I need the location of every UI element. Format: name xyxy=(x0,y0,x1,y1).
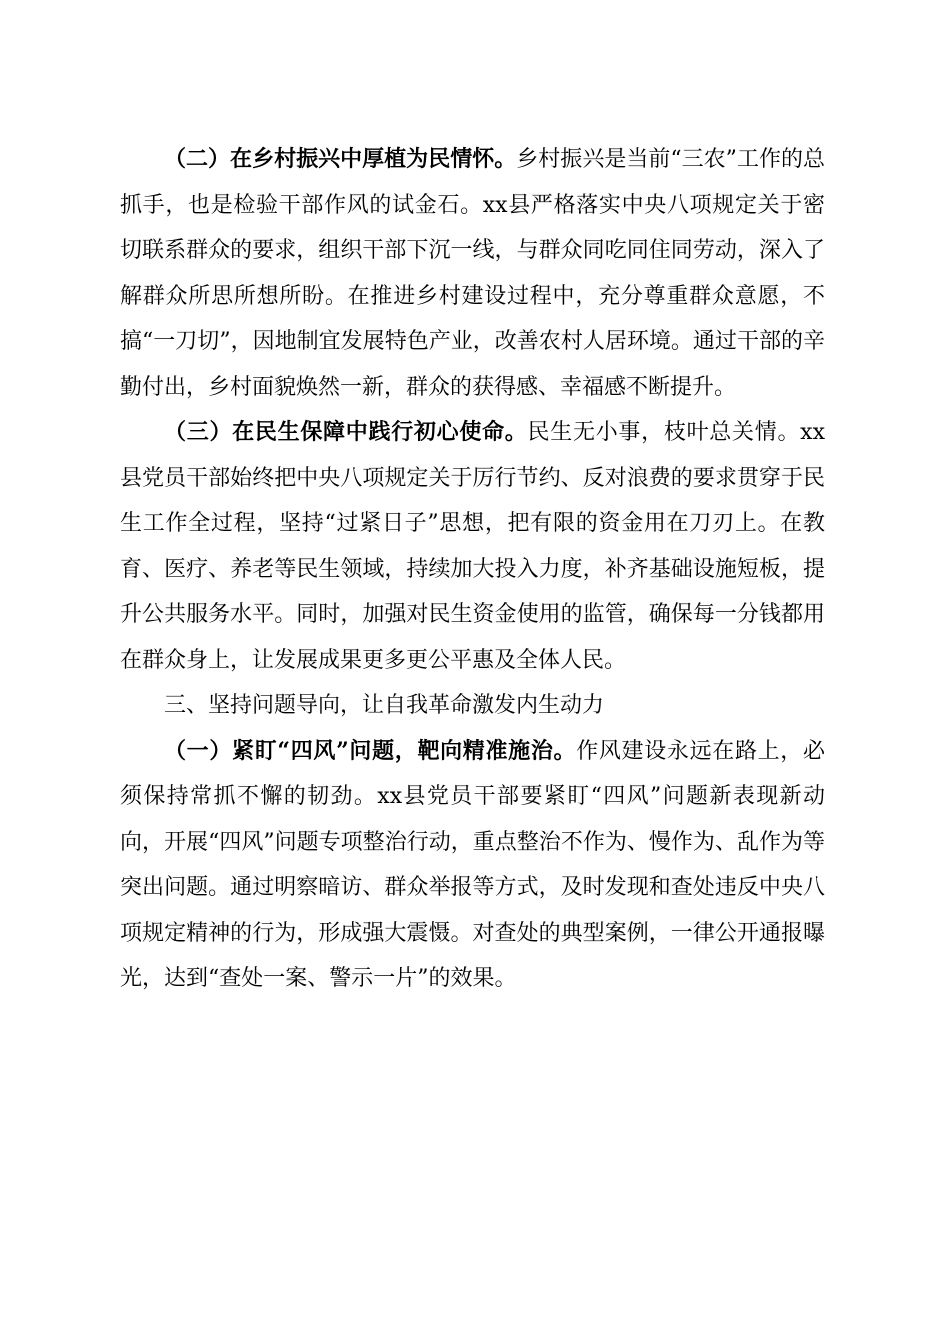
paragraph-lead: （二）在乡村振兴中厚植为民情怀。 xyxy=(164,146,517,172)
paragraph-text: 民生无小事，枝叶总关情。xx县党员干部始终把中央八项规定关于厉行节约、反对浪费的要求贯穿于民生工作全过程，坚持“过紧日子”思想，把有限的资金用在刀刃上。在教育、医疗、养老等民生领域，持续加大投入力度，补齐基础设施短板，提升公共服务水平。同时，加强对民生资金使用的监管，确保每一分钱都用在群众身上，让发展成果更多更公平惠及全体人民。 xyxy=(120,420,825,673)
paragraph-text: 乡村振兴是当前“三农”工作的总抓手，也是检验干部作风的试金石。xx县严格落实中央八项规定关于密切联系群众的要求，组织干部下沉一线，与群众同吃同住同劳动，深入了解群众所思所想所盼。在推进乡村建设过程中，充分尊重群众意愿，不搞“一刀切”，因地制宜发展特色产业，改善农村人居环境。通过干部的辛勤付出，乡村面貌焕然一新，群众的获得感、幸福感不断提升。 xyxy=(120,147,825,400)
document-body xyxy=(120,137,825,1002)
paragraph-lead: （三）在民生保障中践行初心使命。 xyxy=(164,419,528,445)
paragraph-livelihood xyxy=(120,410,825,683)
paragraph-rural-revitalization xyxy=(120,137,825,410)
paragraph-four-winds xyxy=(120,729,825,1002)
paragraph-lead: （一）紧盯“四风”问题，靶向精准施治。 xyxy=(164,737,577,764)
section-heading: 三、坚持问题导向，让自我革命激发内生动力 xyxy=(164,693,605,718)
paragraph-text: 作风建设永远在路上，必须保持常抓不懈的韧劲。xx县党员干部要紧盯“四风”问题新表现新动向，开展“四风”问题专项整治行动，重点整治不作为、慢作为、乱作为等突出问题。通过明察暗访、群众举报等方式，及时发现和查处违反中央八项规定精神的行为，形成强大震慑。对查处的典型案例，一律公开通报曝光，达到“查处一案、警示一片”的效果。 xyxy=(120,738,825,991)
